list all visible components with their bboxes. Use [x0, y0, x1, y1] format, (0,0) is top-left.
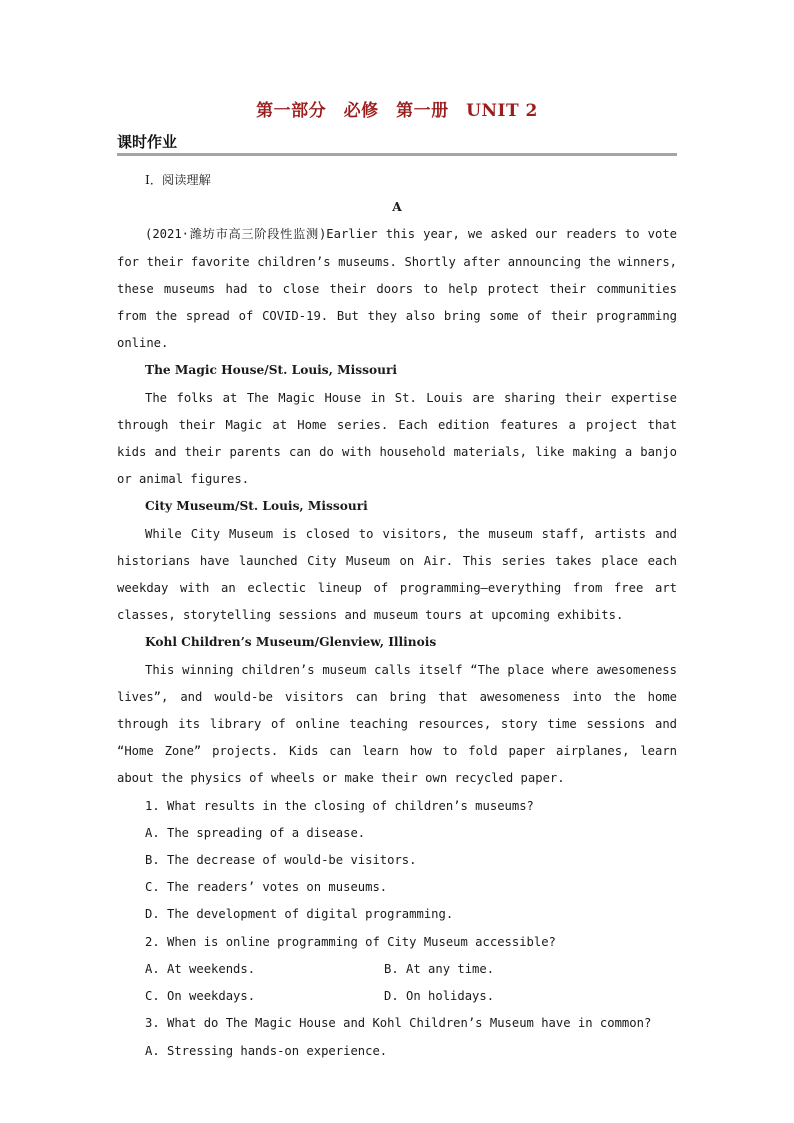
answer-option: C. The readers’ votes on museums.	[145, 880, 388, 895]
answer-option: C. On weekdays.	[145, 989, 256, 1004]
answer-option: B. The decrease of would-be visitors.	[145, 853, 417, 868]
museum-body: This winning children’s museum calls itself “The place where awesomeness lives”, and would-be visitors can bring that awesomeness into the home through its library of online teaching resources, story time sessions and “Home Zone” projects. Kids can learn how to fold paper airplanes, learn about the physics of wheels or make their own recycled paper.	[117, 662, 677, 786]
part-label: Ⅰ．阅读理解	[145, 173, 211, 187]
answer-option: D. On holidays.	[384, 989, 495, 1004]
question-stem: 3. What do The Magic House and Kohl Children’s Museum have in common?	[145, 1016, 652, 1031]
question-stem: 2. When is online programming of City Museum accessible?	[145, 934, 556, 949]
page-title: 第一部分 必修 第一册 UNIT 2	[256, 101, 538, 121]
answer-option: A. The spreading of a disease.	[145, 825, 366, 840]
answer-option: A. Stressing hands-on experience.	[145, 1043, 388, 1058]
museum-body: The folks at The Magic House in St. Louis are sharing their expertise through their Magic at Home series. Each edition features a project that kids and their parents can do with household materials, like making a banjo or animal figures.	[117, 390, 677, 487]
reading-content	[117, 167, 677, 1065]
header-divider	[117, 153, 677, 156]
museum-heading: Kohl Children’s Museum/Glenview, Illinois	[145, 635, 437, 650]
answer-option: A. At weekends.	[145, 961, 256, 976]
answer-option: D. The development of digital programming.	[145, 907, 454, 922]
passage-label: A	[392, 200, 402, 215]
intro-paragraph: (2021·潍坊市高三阶段性监测)Earlier this year, we asked our readers to vote for their favorite children’s museums. Shortly after announcing the winners, these museums had to close their doors to help protect their communities from the spread of COVID-19. But they also bring some of their programming online.	[117, 227, 677, 351]
answer-option: B. At any time.	[384, 961, 495, 976]
section-label: 课时作业	[117, 133, 178, 151]
museum-heading: The Magic House/St. Louis, Missouri	[145, 363, 398, 378]
museum-heading: City Museum/St. Louis, Missouri	[145, 499, 368, 514]
question-stem: 1. What results in the closing of children’s museums?	[145, 798, 534, 813]
answer-option-row	[117, 956, 677, 983]
museum-body: While City Museum is closed to visitors, the museum staff, artists and historians have launched City Museum on Air. This series takes place each weekday with an eclectic lineup of programming—everything from free art classes, storytelling sessions and museum tours at upcoming exhibits.	[117, 526, 677, 623]
answer-option-row	[117, 983, 677, 1010]
